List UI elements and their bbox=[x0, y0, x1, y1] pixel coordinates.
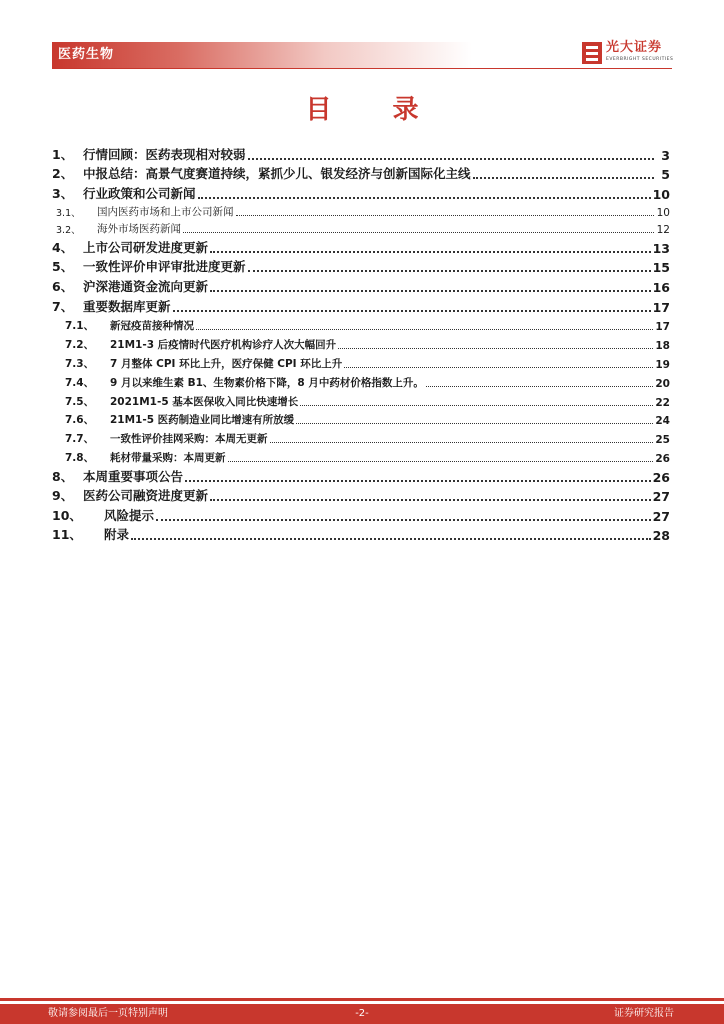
toc-entry-number: 7.2、 bbox=[65, 339, 95, 352]
toc-entry-title[interactable]: 耗材带量采购：本周更新 bbox=[110, 451, 226, 464]
toc-leader-dots bbox=[198, 196, 651, 199]
logo-mark-icon bbox=[582, 42, 602, 64]
toc-title: 目 录 bbox=[305, 95, 445, 125]
toc-entry-number: 7.7、 bbox=[65, 433, 95, 446]
toc-entry-title[interactable]: 行情回顾：医药表现相对较弱 bbox=[83, 146, 246, 162]
toc-entry-title[interactable]: 医药公司融资进度更新 bbox=[83, 488, 209, 504]
toc-leader-dots bbox=[296, 422, 653, 424]
toc-entry-number: 3、 bbox=[52, 185, 74, 201]
toc-entry-title[interactable]: 新冠疫苗接种情况 bbox=[110, 320, 194, 333]
toc-entry-page[interactable]: 10 bbox=[656, 206, 670, 219]
toc-entry[interactable] bbox=[52, 352, 670, 371]
toc-leader-dots bbox=[300, 404, 653, 406]
toc-leader-dots bbox=[473, 176, 654, 179]
toc-entry-page[interactable]: 12 bbox=[656, 224, 670, 237]
toc-entry[interactable] bbox=[52, 524, 670, 544]
toc-leader-dots bbox=[183, 231, 654, 233]
toc-entry[interactable] bbox=[52, 143, 670, 163]
toc-entry-title[interactable]: 2021M1-5 基本医保收入同比快速增长 bbox=[110, 395, 299, 408]
toc-entry-number: 6、 bbox=[52, 278, 74, 294]
toc-entry-number: 7.5、 bbox=[65, 395, 95, 408]
toc-entry-number: 7、 bbox=[52, 298, 74, 314]
toc-entry-page[interactable]: 15 bbox=[652, 260, 670, 276]
toc-entry[interactable] bbox=[52, 333, 670, 352]
toc-entry-number: 1、 bbox=[52, 146, 74, 162]
toc-entry-title[interactable]: 行业政策和公司新闻 bbox=[83, 185, 196, 201]
toc-entry-number: 11、 bbox=[52, 527, 82, 543]
toc-entry-title[interactable]: 国内医药市场和上市公司新闻 bbox=[97, 205, 234, 218]
toc-entry-number: 7.3、 bbox=[65, 357, 95, 370]
footer-disclaimer: 敬请参阅最后一页特别声明 bbox=[48, 1008, 168, 1019]
section-label: 医药生物 bbox=[58, 47, 115, 62]
toc-leader-dots bbox=[338, 347, 653, 349]
toc-entry-title[interactable]: 重要数据库更新 bbox=[83, 298, 171, 314]
toc-entry-title[interactable]: 附录 bbox=[104, 527, 130, 543]
toc-entry-page[interactable]: 17 bbox=[652, 299, 670, 315]
company-logo bbox=[582, 40, 674, 66]
toc-leader-dots bbox=[210, 498, 651, 501]
toc-entry-page[interactable]: 27 bbox=[652, 508, 670, 524]
toc-entry-page[interactable]: 26 bbox=[655, 452, 670, 465]
toc-entry[interactable] bbox=[52, 465, 670, 485]
toc-leader-dots bbox=[210, 289, 651, 292]
toc-entry[interactable] bbox=[52, 219, 670, 236]
toc-entry[interactable] bbox=[52, 236, 670, 256]
toc-entry-number: 2、 bbox=[52, 166, 74, 182]
toc-entry-page[interactable]: 20 bbox=[655, 377, 670, 390]
report-type: 证券研究报告 bbox=[614, 1008, 674, 1019]
toc-entry-page[interactable]: 24 bbox=[655, 415, 670, 428]
toc-entry[interactable] bbox=[52, 427, 670, 446]
toc-entry[interactable] bbox=[52, 163, 670, 183]
toc-entry-number: 5、 bbox=[52, 259, 74, 275]
toc-leader-dots bbox=[196, 328, 653, 330]
toc-entry[interactable] bbox=[52, 202, 670, 219]
toc-leader-dots bbox=[228, 460, 654, 462]
toc-entry-page[interactable]: 18 bbox=[655, 340, 670, 353]
toc-leader-dots bbox=[156, 518, 651, 521]
toc-leader-dots bbox=[236, 214, 655, 216]
toc-entry-page[interactable]: 16 bbox=[652, 279, 670, 295]
toc-leader-dots bbox=[210, 250, 651, 253]
toc-entry-number: 3.1、 bbox=[56, 207, 81, 219]
toc-entry-title[interactable]: 风险提示 bbox=[104, 507, 155, 523]
toc-entry[interactable] bbox=[52, 371, 670, 390]
header-divider bbox=[52, 68, 672, 69]
footer-divider bbox=[0, 998, 724, 1001]
toc-entry-number: 7.6、 bbox=[65, 414, 95, 427]
toc-entry-title[interactable]: 本周重要事项公告 bbox=[83, 468, 184, 484]
toc-entry[interactable] bbox=[52, 295, 670, 315]
toc-entry[interactable] bbox=[52, 485, 670, 505]
toc-entry[interactable] bbox=[52, 182, 670, 202]
logo-subtext: EVERBRIGHT SECURITIES bbox=[606, 57, 674, 62]
toc-entry-page[interactable]: 10 bbox=[652, 186, 670, 202]
toc-entry-page[interactable]: 3 bbox=[661, 147, 670, 163]
toc-entry-page[interactable]: 13 bbox=[652, 240, 670, 256]
toc-entry-title[interactable]: 海外市场医药新闻 bbox=[97, 223, 181, 236]
toc-leader-dots bbox=[248, 157, 654, 160]
toc-entry[interactable] bbox=[52, 409, 670, 428]
toc-entry-title[interactable]: 21M1-3 后疫情时代医疗机构诊疗人次大幅回升 bbox=[110, 339, 337, 352]
toc-entry-number: 7.1、 bbox=[65, 320, 95, 333]
toc-leader-dots bbox=[270, 441, 654, 443]
toc-entry-title[interactable]: 7 月整体 CPI 环比上升，医疗保健 CPI 环比上升 bbox=[110, 357, 343, 370]
toc-leader-dots bbox=[344, 366, 653, 368]
table-of-contents bbox=[52, 143, 670, 543]
toc-entry-title[interactable]: 一致性评价申评审批进度更新 bbox=[83, 259, 246, 275]
toc-entry-title[interactable]: 沪深港通资金流向更新 bbox=[83, 278, 209, 294]
toc-leader-dots bbox=[426, 385, 653, 387]
toc-entry[interactable] bbox=[52, 446, 670, 465]
toc-leader-dots bbox=[173, 309, 651, 312]
header-band bbox=[52, 42, 472, 68]
toc-entry-page[interactable]: 17 bbox=[655, 321, 670, 334]
toc-entry-page[interactable]: 27 bbox=[652, 489, 670, 505]
toc-entry-number: 7.8、 bbox=[65, 451, 95, 464]
page-number: -2- bbox=[355, 1008, 369, 1019]
toc-entry-page[interactable]: 26 bbox=[652, 469, 670, 485]
toc-entry-number: 10、 bbox=[52, 507, 82, 523]
toc-entry-page[interactable]: 5 bbox=[661, 167, 670, 183]
toc-entry-number: 8、 bbox=[52, 468, 74, 484]
toc-entry-title[interactable]: 上市公司研发进度更新 bbox=[83, 239, 209, 255]
toc-entry-number: 7.4、 bbox=[65, 376, 95, 389]
toc-entry-page[interactable]: 22 bbox=[655, 396, 670, 409]
toc-entry[interactable] bbox=[52, 504, 670, 524]
toc-entry-title[interactable]: 中报总结：高景气度赛道持续，紧抓少儿、银发经济与创新国际化主线 bbox=[83, 166, 471, 182]
toc-entry[interactable] bbox=[52, 315, 670, 334]
toc-entry[interactable] bbox=[52, 275, 670, 295]
toc-entry[interactable] bbox=[52, 256, 670, 276]
toc-entry-page[interactable]: 25 bbox=[655, 434, 670, 447]
toc-entry-number: 3.2、 bbox=[56, 225, 81, 237]
toc-entry-number: 9、 bbox=[52, 488, 74, 504]
logo-text: 光大证券 bbox=[606, 40, 663, 55]
toc-entry-page[interactable]: 28 bbox=[652, 528, 670, 544]
toc-entry-title[interactable]: 一致性评价挂网采购：本周无更新 bbox=[110, 433, 268, 446]
toc-entry-page[interactable]: 19 bbox=[655, 358, 670, 371]
toc-entry[interactable] bbox=[52, 390, 670, 409]
toc-leader-dots bbox=[185, 479, 651, 482]
toc-entry-title[interactable]: 21M1-5 医药制造业同比增速有所放缓 bbox=[110, 414, 295, 427]
toc-leader-dots bbox=[248, 269, 651, 272]
toc-leader-dots bbox=[131, 537, 651, 540]
toc-entry-title[interactable]: 9 月以来维生素 B1、生物素价格下降，8 月中药材价格指数上升。 bbox=[110, 376, 424, 389]
toc-entry-number: 4、 bbox=[52, 239, 74, 255]
